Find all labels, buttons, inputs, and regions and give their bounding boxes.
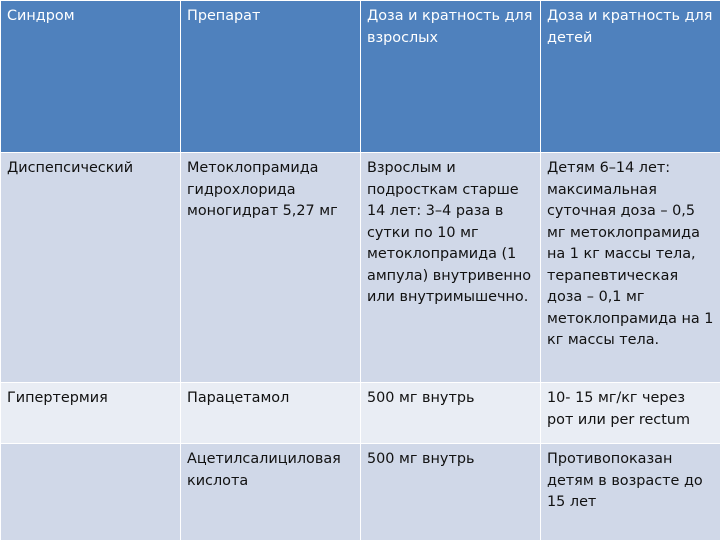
header-child-dose: Доза и кратность для детей <box>541 1 720 153</box>
cell-syndrome <box>1 444 181 541</box>
table-header-row <box>1 1 720 153</box>
cell-drug: Ацетилсалициловая кислота <box>181 444 361 541</box>
cell-drug: Метоклопрамида гидрохлорида моногидрат 5,27 мг <box>181 153 361 383</box>
header-drug: Препарат <box>181 1 361 153</box>
table-row <box>1 444 720 541</box>
cell-syndrome: Гипертермия <box>1 383 181 444</box>
cell-drug: Парацетамол <box>181 383 361 444</box>
table-row <box>1 153 720 383</box>
cell-child-dose: 10- 15 мг/кг через рот или per rectum <box>541 383 720 444</box>
table-row <box>1 383 720 444</box>
cell-adult-dose: 500 мг внутрь <box>361 383 541 444</box>
cell-child-dose: Детям 6–14 лет: максимальная суточная доза – 0,5 мг метоклопрамида на 1 кг массы тела, терапевтическая доза – 0,1 мг метоклопрамида на 1 кг массы тела. <box>541 153 720 383</box>
header-adult-dose: Доза и кратность для взрослых <box>361 1 541 153</box>
header-syndrome: Синдром <box>1 1 181 153</box>
cell-adult-dose: 500 мг внутрь <box>361 444 541 541</box>
cell-child-dose: Противопоказан детям в возрасте до 15 лет <box>541 444 720 541</box>
cell-syndrome: Диспепсический <box>1 153 181 383</box>
cell-adult-dose: Взрослым и подросткам старше 14 лет: 3–4 раза в сутки по 10 мг метоклопрамида (1 ампула) внутривенно или внутримышечно. <box>361 153 541 383</box>
